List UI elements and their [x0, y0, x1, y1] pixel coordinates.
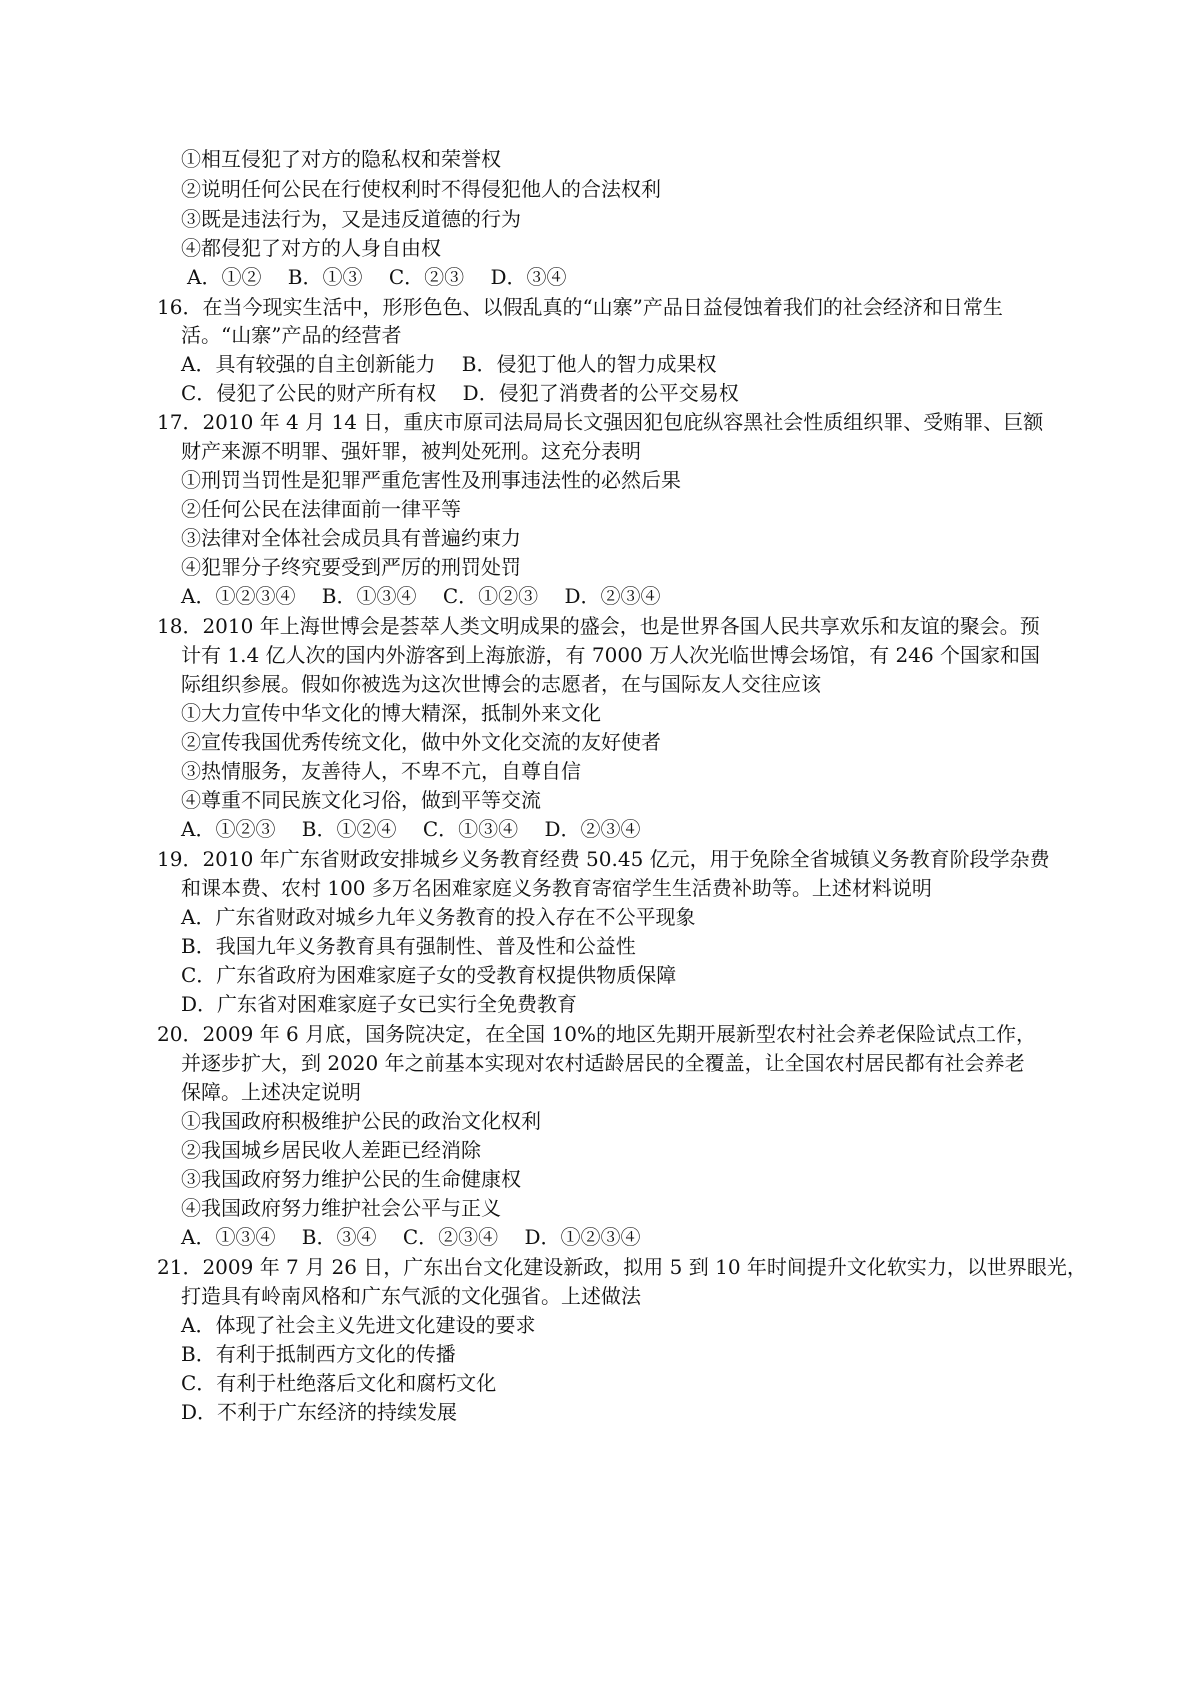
q20-item-2: ②我国城乡居民收人差距已经消除	[181, 1138, 481, 1162]
q17-options: A．①②③④ B．①③④ C．①②③ D．②③④	[181, 584, 661, 608]
q19-stem-line-1: 19．2010 年广东省财政安排城乡义务教育经费 50.45 亿元，用于免除全省城镇义务教育阶段学杂费	[157, 847, 1050, 871]
q19-stem-line-2: 和课本费、农村 100 多万名困难家庭义务教育寄宿学生生活费补助等。上述材料说明	[181, 876, 932, 900]
q15-item-3: ③既是违法行为，又是违反道德的行为	[181, 207, 521, 231]
q17-stem-line-2: 财产来源不明罪、强奸罪，被判处死刑。这充分表明	[181, 439, 641, 463]
q20-item-1: ①我国政府积极维护公民的政治文化权利	[181, 1109, 541, 1133]
q19-option-b: B．我国九年义务教育具有强制性、普及性和公益性	[181, 934, 636, 958]
q21-option-c: C．有利于杜绝落后文化和腐朽文化	[181, 1371, 497, 1395]
q18-item-1: ①大力宣传中华文化的博大精深，抵制外来文化	[181, 701, 601, 725]
q15-options: A．①② B．①③ C．②③ D．③④	[187, 265, 567, 289]
q15-item-2: ②说明任何公民在行使权利时不得侵犯他人的合法权利	[181, 177, 661, 201]
q16-stem-line-2: 活。“山寨”产品的经营者	[181, 323, 402, 347]
q17-stem-line-1: 17．2010 年 4 月 14 日，重庆市原司法局局长文强因犯包庇纵容黑社会性质组织罪、受贿罪、巨额	[157, 410, 1044, 434]
q20-stem-line-3: 保障。上述决定说明	[181, 1080, 361, 1104]
q21-option-a: A．体现了社会主义先进文化建设的要求	[181, 1313, 536, 1337]
q18-item-2: ②宣传我国优秀传统文化，做中外文化交流的友好使者	[181, 730, 661, 754]
q21-option-b: B．有利于抵制西方文化的传播	[181, 1342, 456, 1366]
q20-stem-line-2: 并逐步扩大，到 2020 年之前基本实现对农村适龄居民的全覆盖，让全国农村居民都有社会养老	[181, 1051, 1025, 1075]
q20-options: A．①③④ B．③④ C．②③④ D．①②③④	[181, 1225, 641, 1249]
q16-stem-line-1: 16．在当今现实生活中，形形色色、以假乱真的“山寨”产品日益侵蚀着我们的社会经济和日常生	[157, 295, 1003, 319]
q15-item-4: ④都侵犯了对方的人身自由权	[181, 236, 441, 260]
q18-stem-line-1: 18．2010 年上海世博会是荟萃人类文明成果的盛会，也是世界各国人民共享欢乐和友谊的聚会。预	[157, 614, 1040, 638]
q18-item-3: ③热情服务，友善待人，不卑不亢，自尊自信	[181, 759, 581, 783]
q17-item-2: ②任何公民在法律面前一律平等	[181, 497, 461, 521]
q17-item-3: ③法律对全体社会成员具有普遍约束力	[181, 526, 521, 550]
q17-item-1: ①刑罚当罚性是犯罪严重危害性及刑事违法性的必然后果	[181, 468, 681, 492]
q19-option-a: A．广东省财政对城乡九年义务教育的投入存在不公平现象	[181, 905, 696, 929]
q18-options: A．①②③ B．①②④ C．①③④ D．②③④	[181, 817, 641, 841]
q21-option-d: D．不利于广东经济的持续发展	[181, 1400, 458, 1424]
q19-option-c: C．广东省政府为困难家庭子女的受教育权提供物质保障	[181, 963, 677, 987]
q16-option-row-2: C．侵犯了公民的财产所有权 D．侵犯了消费者的公平交易权	[181, 381, 739, 405]
q19-option-d: D．广东省对困难家庭子女已实行全免费教育	[181, 992, 578, 1016]
q20-item-4: ④我国政府努力维护社会公平与正义	[181, 1196, 501, 1220]
q17-item-4: ④犯罪分子终究要受到严厉的刑罚处罚	[181, 555, 521, 579]
q16-option-row-1: A．具有较强的自主创新能力 B．侵犯丁他人的智力成果权	[181, 352, 717, 376]
q21-stem-line-2: 打造具有岭南风格和广东气派的文化强省。上述做法	[181, 1284, 641, 1308]
q18-stem-line-3: 际组织参展。假如你被选为这次世博会的志愿者，在与国际友人交往应该	[181, 672, 821, 696]
q18-stem-line-2: 计有 1.4 亿人次的国内外游客到上海旅游，有 7000 万人次光临世博会场馆，有 246 个国家和国	[181, 643, 1041, 667]
q20-item-3: ③我国政府努力维护公民的生命健康权	[181, 1167, 521, 1191]
q20-stem-line-1: 20．2009 年 6 月底，国务院决定，在全国 10%的地区先期开展新型农村社会养老保险试点工作，	[157, 1022, 1036, 1046]
q15-item-1: ①相互侵犯了对方的隐私权和荣誉权	[181, 147, 501, 171]
q21-stem-line-1: 21．2009 年 7 月 26 日，广东出台文化建设新政，拟用 5 到 10 年时间提升文化软实力，以世界眼光，	[157, 1255, 1087, 1279]
q18-item-4: ④尊重不同民族文化习俗，做到平等交流	[181, 788, 541, 812]
